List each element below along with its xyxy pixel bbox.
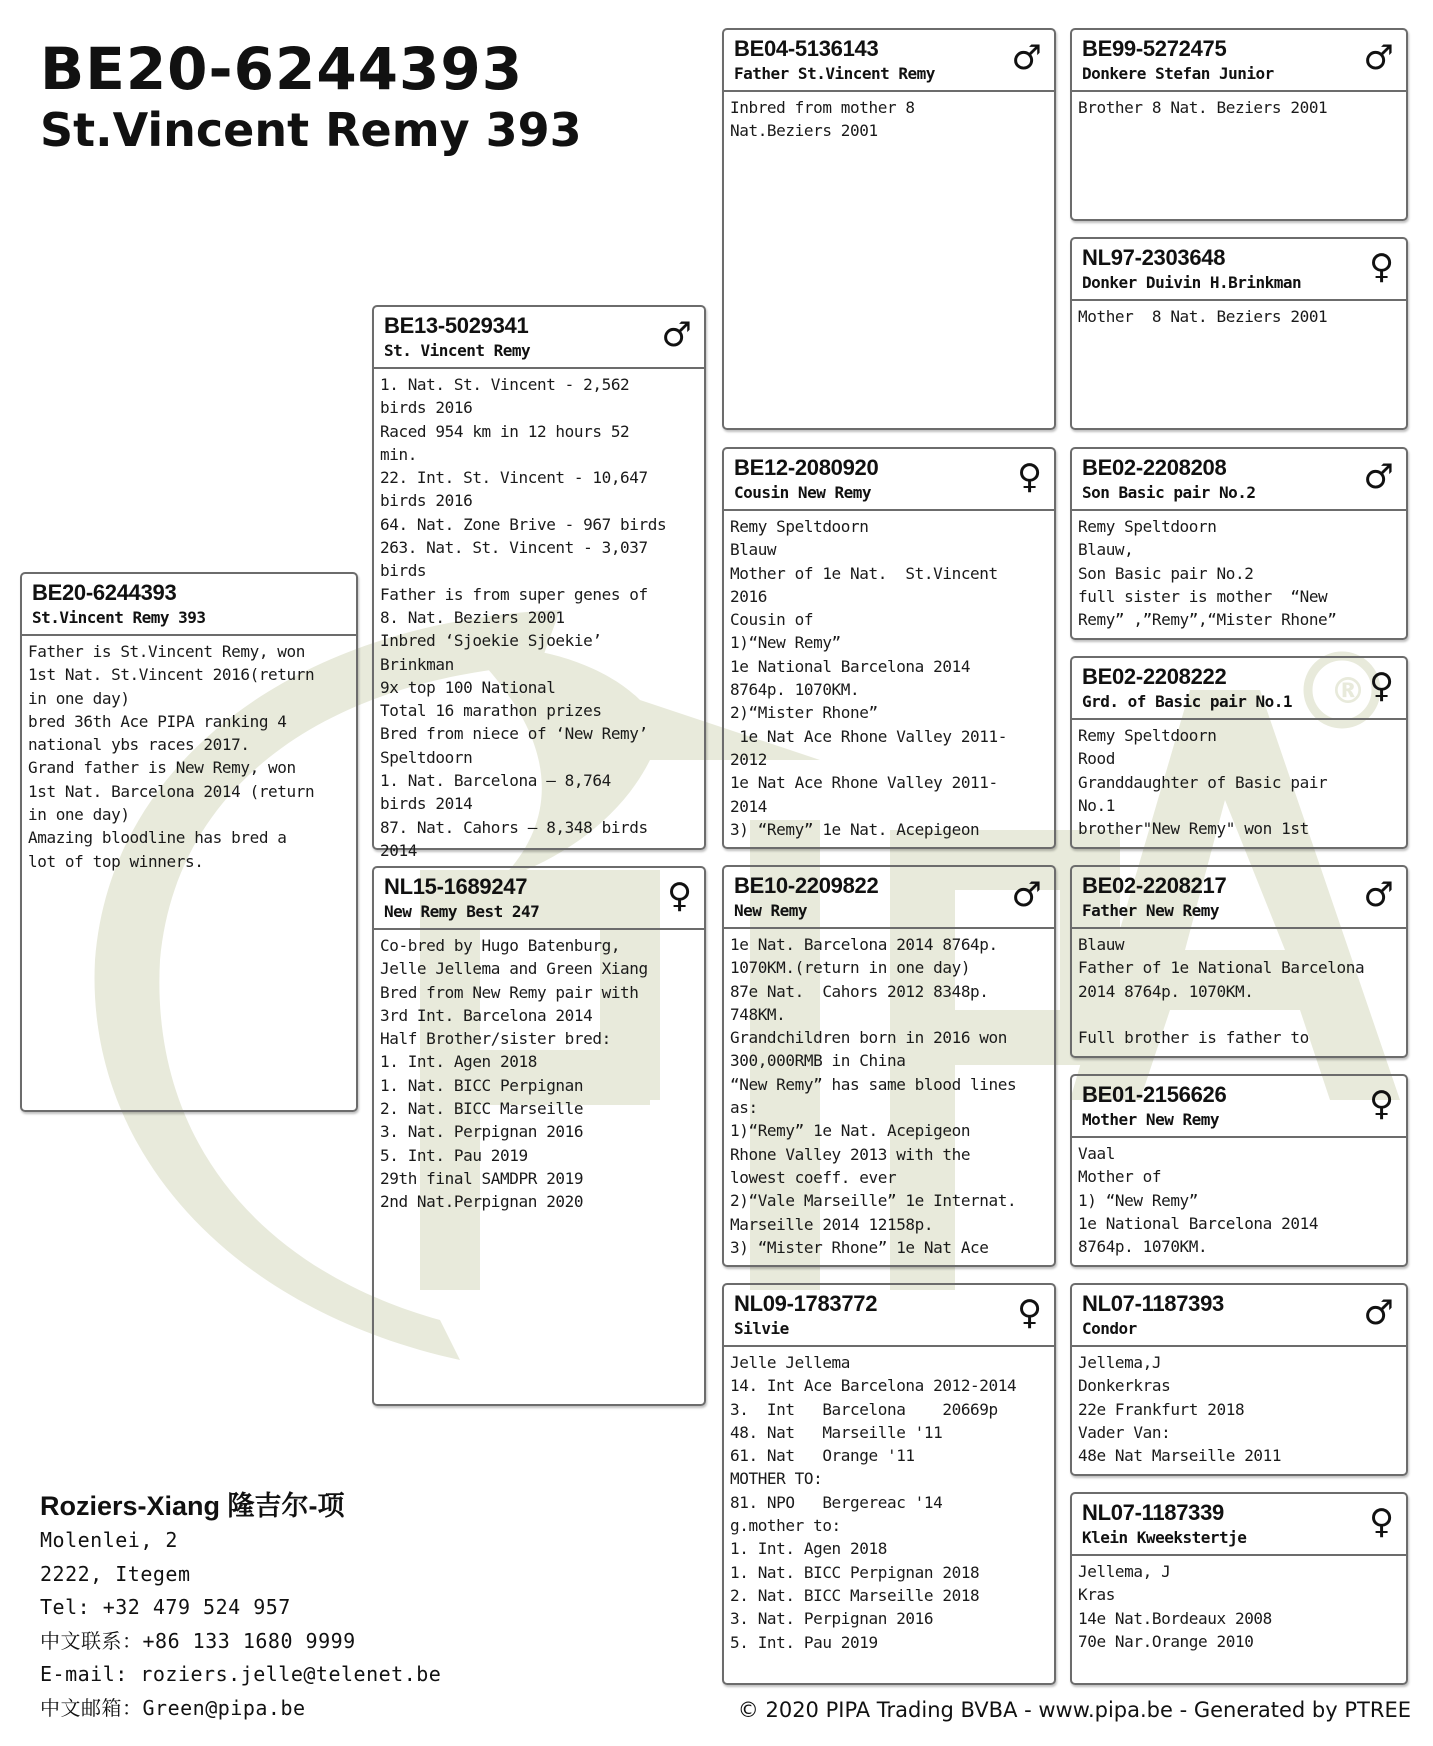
card-notes [1072, 1138, 1406, 1258]
note-line: 3. Int Barcelona 20669p [730, 1399, 998, 1419]
card-notes [374, 930, 704, 1214]
breeder-phone: Tel: +32 479 524 957 [40, 1595, 291, 1620]
note-line: 8. Nat. Beziers 2001 [380, 607, 565, 627]
note-line: 2. Nat. BICC Marseille [380, 1099, 584, 1119]
pigeon-name: Grd. of Basic pair No.1 [1082, 692, 1293, 711]
note-line: 2016 [730, 586, 767, 606]
female-symbol-icon: ♀ [1369, 1084, 1394, 1124]
note-line: 3. Nat. Perpignan 2016 [380, 1122, 584, 1142]
note-line: Blauw [1078, 935, 1125, 954]
note-line: 64. Nat. Zone Brive - 967 birds [380, 514, 667, 534]
breeder-address: Molenlei, 2 [40, 1528, 178, 1552]
card-fmm[interactable] [1070, 656, 1408, 849]
note-line: 2014 [380, 840, 417, 860]
breeder-name: Roziers-Xiang 隆吉尔-项 [40, 1491, 345, 1521]
card-mother[interactable] [372, 866, 706, 1406]
male-symbol-icon: ♂ [1363, 1293, 1394, 1333]
male-symbol-icon: ♂ [1011, 38, 1042, 78]
breeder-phone-cn: 中文联系：+86 133 1680 9999 [40, 1628, 356, 1653]
note-line: Remy Speltdoorn [1078, 726, 1217, 745]
male-symbol-icon: ♂ [661, 315, 692, 355]
note-line: 22. Int. St. Vincent - 10,647 [380, 468, 648, 488]
note-line: 87e Nat. Cahors 2012 8348p. [730, 981, 989, 1001]
card-notes [1072, 92, 1406, 119]
card-notes [374, 369, 704, 862]
breeder-city: 2222, Itegem [40, 1561, 191, 1586]
card-mother-father[interactable] [722, 865, 1056, 1267]
note-line: 87. Nat. Cahors – 8,348 birds [380, 817, 648, 837]
note-line: Father is from super genes of [380, 584, 648, 604]
pigeon-name: Donkere Stefan Junior [1082, 64, 1274, 83]
ring-number: NL97-2303648 [1082, 245, 1226, 270]
note-line: 22e Frankfurt 2018 [1078, 1399, 1245, 1419]
ring-number: BE10-2209822 [734, 873, 879, 898]
note-line: Blauw [730, 540, 777, 560]
female-symbol-icon: ♀ [1017, 1293, 1042, 1333]
card-notes [724, 92, 1054, 143]
note-line: 263. Nat. St. Vincent - 3,037 [380, 538, 648, 558]
note-line: 2014 [730, 796, 767, 816]
female-symbol-icon: ♀ [1369, 1502, 1394, 1542]
card-header [1072, 1076, 1406, 1138]
card-mff[interactable] [1070, 865, 1408, 1058]
note-line: 1e Nat Ace Rhone Valley 2011- [730, 773, 998, 793]
note-line: 1st Nat. St.Vincent 2016(return [28, 665, 315, 685]
note-line: birds 2016 [380, 398, 473, 418]
note-line: 1st Nat. Barcelona 2014 (return [28, 781, 315, 801]
card-notes [1072, 720, 1406, 840]
card-header [1072, 449, 1406, 511]
card-notes [724, 929, 1054, 1259]
note-line: 1e Nat Ace Rhone Valley 2011- [730, 726, 1007, 746]
note-line: 1. Int. Agen 2018 [730, 1539, 887, 1559]
note-line: 1e National Barcelona 2014 [1078, 1213, 1319, 1233]
note-line: 29th final SAMDPR 2019 [380, 1168, 584, 1188]
note-line: min. [380, 444, 417, 464]
card-mmm[interactable] [1070, 1492, 1408, 1685]
card-header [374, 307, 704, 369]
copyright: © 2020 PIPA Trading BVBA - www.pipa.be - Generated by PTREE [737, 1698, 1411, 1722]
card-header [724, 1285, 1054, 1347]
note-line: Inbred ‘Sjoekie Sjoekie’ [380, 631, 602, 651]
pigeon-name: Father New Remy [1082, 901, 1219, 920]
pigeon-name: Donker Duivin H.Brinkman [1082, 273, 1302, 292]
card-notes [724, 511, 1054, 841]
card-notes [1072, 1556, 1406, 1653]
pigeon-name: Son Basic pair No.2 [1082, 483, 1256, 502]
card-notes [1072, 929, 1406, 1049]
pigeon-name: New Remy [734, 901, 808, 920]
card-header [22, 574, 356, 636]
note-line: 1e Nat. Barcelona 2014 8764p. [730, 935, 998, 954]
male-symbol-icon: ♂ [1363, 38, 1394, 78]
note-line: Full brother is father to [1078, 1028, 1309, 1048]
ring-number: BE02-2208222 [1082, 664, 1227, 689]
card-mother-mother[interactable] [722, 1283, 1056, 1685]
card-fmf[interactable] [1070, 447, 1408, 640]
note-line: 1. Nat. BICC Perpignan 2018 [730, 1562, 980, 1582]
note-line: 1070KM.(return in one day) [730, 958, 971, 978]
female-symbol-icon: ♀ [1017, 457, 1042, 497]
note-line: 1. Nat. Barcelona – 8,764 [380, 771, 611, 791]
note-line: 3) “Remy” 1e Nat. Acepigeon [730, 819, 980, 839]
card-ffm[interactable] [1070, 237, 1408, 430]
note-line: 1. Nat. BICC Perpignan [380, 1075, 584, 1095]
card-fff[interactable] [1070, 28, 1408, 221]
note-line: 2)“Mister Rhone” [730, 703, 878, 723]
note-line: 2012 [730, 749, 767, 769]
note-line: Remy Speltdoorn [1078, 517, 1217, 536]
note-line: Inbred from mother 8 [730, 98, 915, 117]
card-header [1072, 658, 1406, 720]
card-header [724, 867, 1054, 929]
note-line: in one day) [28, 805, 130, 825]
note-line: 2nd Nat.Perpignan 2020 [380, 1192, 584, 1212]
card-header [1072, 867, 1406, 929]
male-symbol-icon: ♂ [1363, 457, 1394, 497]
note-line: Grand father is New Remy, won [28, 758, 296, 778]
note-line: 748KM. [730, 1004, 786, 1024]
female-symbol-icon: ♀ [1369, 666, 1394, 706]
note-line: 3rd Int. Barcelona 2014 [380, 1005, 593, 1025]
card-mfm[interactable] [1070, 1074, 1408, 1267]
note-line: 300,000RMB in China [730, 1051, 906, 1071]
pigeon-name: St.Vincent Remy 393 [32, 608, 206, 627]
pigeon-name: Cousin New Remy [734, 483, 871, 502]
note-line: Father is St.Vincent Remy, won [28, 642, 305, 661]
note-line: Father of 1e National Barcelona [1078, 958, 1365, 978]
note-line: Marseille 2014 12158p. [730, 1214, 934, 1234]
pigeon-name: Klein Kweekstertje [1082, 1528, 1247, 1547]
note-line: Blauw, [1078, 540, 1134, 560]
note-line: 3. Nat. Perpignan 2016 [730, 1609, 934, 1629]
note-line: Vader Van: [1078, 1422, 1171, 1442]
card-subject[interactable] [20, 572, 358, 1112]
note-line: lot of top winners. [28, 851, 204, 871]
card-header [1072, 30, 1406, 92]
card-notes [724, 1347, 1054, 1654]
note-line: 8764p. 1070KM. [1078, 1237, 1208, 1257]
note-line: 14. Int Ace Barcelona 2012-2014 [730, 1376, 1017, 1396]
note-line: 3) “Mister Rhone” 1e Nat Ace [730, 1237, 989, 1257]
card-notes [1072, 301, 1406, 328]
note-line: Kras [1078, 1585, 1115, 1605]
note-line: Jelle Jellema and Green Xiang [380, 959, 648, 979]
watermark-registered-mark: ® [1330, 671, 1366, 712]
note-line: 1) “New Remy” [1078, 1190, 1199, 1210]
note-line: “New Remy” has same blood lines [730, 1074, 1017, 1094]
note-line: 61. Nat Orange '11 [730, 1446, 915, 1466]
breeder-email-cn: 中文邮箱：Green@pipa.be [40, 1695, 306, 1720]
breeder-email: E-mail: roziers.jelle@telenet.be [40, 1662, 442, 1687]
note-line: Jelle Jellema [730, 1353, 851, 1372]
note-line: Jellema, J [1078, 1562, 1171, 1581]
note-line: birds 2016 [380, 491, 473, 511]
note-line: Speltdoorn [380, 747, 473, 767]
card-notes [22, 636, 356, 873]
note-line: 5. Int. Pau 2019 [380, 1145, 528, 1165]
ring-number: BE13-5029341 [384, 313, 529, 338]
card-mmf[interactable] [1070, 1283, 1408, 1476]
female-symbol-icon: ♀ [1369, 247, 1394, 287]
ring-number: BE99-5272475 [1082, 36, 1227, 61]
note-line: 48. Nat Marseille '11 [730, 1422, 943, 1442]
note-line: 2. Nat. BICC Marseille 2018 [730, 1585, 980, 1605]
ring-number: BE12-2080920 [734, 455, 879, 480]
card-header [1072, 239, 1406, 301]
note-line: Remy” ,”Remy”,“Mister Rhone” [1078, 610, 1337, 630]
pigeon-name: Silvie [734, 1319, 789, 1338]
note-line: Mother of [1078, 1167, 1162, 1187]
ring-number: NL07-1187393 [1082, 1291, 1224, 1316]
note-line: Bred from New Remy pair with [380, 982, 639, 1002]
note-line: 14e Nat.Bordeaux 2008 [1078, 1608, 1272, 1628]
ring-number: BE02-2208208 [1082, 455, 1227, 480]
note-line: Remy Speltdoorn [730, 517, 869, 536]
note-line: Amazing bloodline has bred a [28, 828, 287, 848]
card-father-mother[interactable] [722, 447, 1056, 849]
note-line: Total 16 marathon prizes [380, 701, 602, 721]
pigeon-name: New Remy Best 247 [384, 902, 540, 921]
note-line: 1)“New Remy” [730, 633, 841, 653]
note-line: Mother 8 Nat. Beziers 2001 [1078, 307, 1328, 326]
note-line: 1. Nat. St. Vincent - 2,562 [380, 375, 630, 394]
note-line: brother"New Remy" won 1st [1078, 819, 1309, 839]
note-line: Donkerkras [1078, 1376, 1171, 1396]
note-line: Vaal [1078, 1144, 1115, 1163]
note-line: 81. NPO Bergereac '14 [730, 1492, 943, 1512]
note-line: 5. Int. Pau 2019 [730, 1632, 878, 1652]
note-line: Grandchildren born in 2016 won [730, 1028, 1007, 1048]
note-line: Mother of 1e Nat. St.Vincent [730, 563, 998, 583]
ring-number: NL07-1187339 [1082, 1500, 1224, 1525]
page-title-ring: BE20-6244393 [40, 35, 524, 103]
title-block [40, 36, 582, 158]
note-line: birds 2014 [380, 794, 473, 814]
note-line: 9x top 100 National [380, 677, 556, 697]
note-line: in one day) [28, 688, 130, 708]
card-father-father[interactable] [722, 28, 1056, 430]
note-line: Co-bred by Hugo Batenburg, [380, 936, 621, 955]
note-line: Nat.Beziers 2001 [730, 121, 878, 141]
note-line: bred 36th Ace PIPA ranking 4 [28, 711, 287, 731]
pigeon-name: Mother New Remy [1082, 1110, 1219, 1129]
note-line: as: [730, 1098, 758, 1118]
pigeon-name: Father St.Vincent Remy [734, 64, 935, 83]
note-line [1078, 1003, 1400, 1026]
note-line: Cousin of [730, 610, 814, 630]
note-line: birds [380, 561, 427, 581]
note-line: 1e National Barcelona 2014 [730, 656, 971, 676]
card-header [1072, 1494, 1406, 1556]
note-line: national ybs races 2017. [28, 735, 250, 755]
note-line: 1. Int. Agen 2018 [380, 1052, 537, 1072]
note-line: MOTHER TO: [730, 1469, 823, 1489]
note-line: Son Basic pair No.2 [1078, 563, 1254, 583]
male-symbol-icon: ♂ [1011, 875, 1042, 915]
pigeon-name: Condor [1082, 1319, 1137, 1338]
note-line: Brinkman [380, 654, 454, 674]
note-line: No.1 [1078, 795, 1115, 815]
note-line: 70e Nar.Orange 2010 [1078, 1631, 1254, 1651]
note-line: Jellema,J [1078, 1353, 1162, 1372]
note-line: 1)“Remy” 1e Nat. Acepigeon [730, 1121, 971, 1141]
note-line: g.mother to: [730, 1516, 841, 1536]
note-line: Raced 954 km in 12 hours 52 [380, 421, 630, 441]
note-line: Rhone Valley 2013 with the [730, 1144, 971, 1164]
ring-number: BE04-5136143 [734, 36, 879, 61]
ring-number: BE02-2208217 [1082, 873, 1227, 898]
page-title-name: St.Vincent Remy 393 [40, 103, 582, 157]
note-line: Rood [1078, 749, 1115, 769]
card-father[interactable] [372, 305, 706, 860]
card-header [724, 30, 1054, 92]
note-line: Brother 8 Nat. Beziers 2001 [1078, 98, 1328, 117]
card-header [1072, 1285, 1406, 1347]
male-symbol-icon: ♂ [1363, 875, 1394, 915]
ring-number: BE01-2156626 [1082, 1082, 1227, 1107]
card-notes [1072, 511, 1406, 631]
note-line: 48e Nat Marseille 2011 [1078, 1446, 1282, 1466]
note-line: Half Brother/sister bred: [380, 1029, 611, 1049]
note-line: Bred from niece of ‘New Remy’ [380, 724, 648, 744]
female-symbol-icon: ♀ [667, 876, 692, 916]
note-line: 8764p. 1070KM. [730, 680, 860, 700]
note-line: full sister is mother “New [1078, 586, 1328, 606]
note-line: 2)“Vale Marseille” 1e Internat. [730, 1191, 1017, 1211]
note-line: Granddaughter of Basic pair [1078, 772, 1328, 792]
ring-number: NL15-1689247 [384, 874, 528, 899]
breeder-info [40, 1488, 441, 1726]
pigeon-name: St. Vincent Remy [384, 341, 531, 360]
ring-number: BE20-6244393 [32, 580, 177, 605]
card-header [374, 868, 704, 930]
note-line: 2014 8764p. 1070KM. [1078, 981, 1254, 1001]
card-header [724, 449, 1054, 511]
ring-number: NL09-1783772 [734, 1291, 878, 1316]
note-line: lowest coeff. ever [730, 1167, 897, 1187]
card-notes [1072, 1347, 1406, 1467]
